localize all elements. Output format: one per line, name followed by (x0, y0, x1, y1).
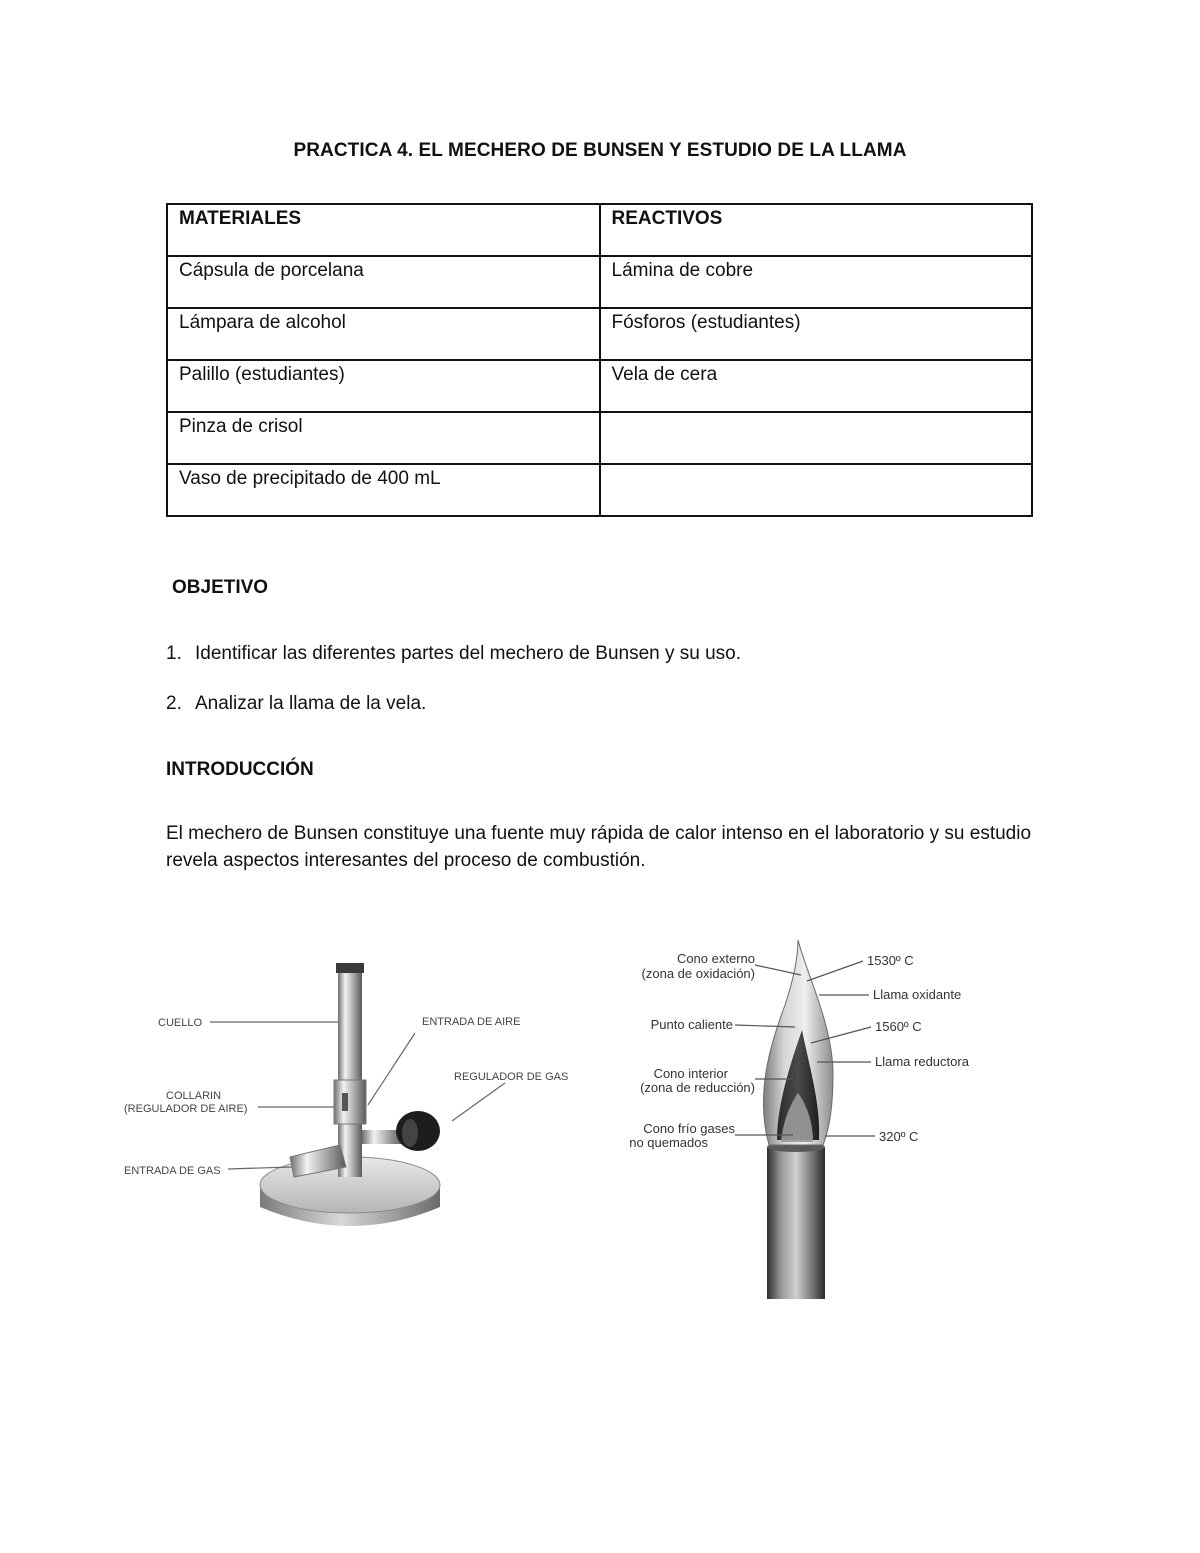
label-cono-interior: Cono interior (653, 1066, 728, 1081)
label-1560: 1560º C (875, 1019, 922, 1034)
header-materiales: MATERIALES (167, 204, 600, 256)
list-text: Identificar las diferentes partes del mechero de Bunsen y su uso. (195, 643, 742, 664)
table-cell: Palillo (estudiantes) (167, 360, 600, 412)
label-320: 320º C (879, 1129, 919, 1144)
label-entrada-gas: ENTRADA DE GAS (124, 1165, 221, 1177)
label-llama-reductora: Llama reductora (875, 1054, 969, 1069)
table-row (167, 360, 1032, 412)
burner-collar (334, 1080, 366, 1124)
table-cell: Vela de cera (600, 360, 1033, 412)
table-cell: Lámina de cobre (600, 256, 1033, 308)
table-row (167, 308, 1032, 360)
table-row (167, 256, 1032, 308)
leader-entrada-aire (368, 1033, 415, 1105)
burner-top-ring (336, 963, 364, 973)
label-regulador-gas: REGULADOR DE GAS (454, 1071, 569, 1083)
table-cell: Vaso de precipitado de 400 mL (167, 464, 600, 516)
materials-table (166, 203, 1033, 517)
list-item (166, 643, 741, 665)
burner-barrel (767, 1147, 825, 1299)
table-cell: Fósforos (estudiantes) (600, 308, 1033, 360)
gas-regulator-stem (362, 1130, 402, 1144)
bunsen-burner-figure (110, 945, 590, 1275)
table-row (167, 464, 1032, 516)
label-cuello: CUELLO (158, 1017, 203, 1029)
page-title: PRACTICA 4. EL MECHERO DE BUNSEN Y ESTUDIO DE LA LLAMA (293, 140, 907, 161)
burner-tube (338, 967, 362, 1177)
intro-heading: INTRODUCCIÓN (166, 759, 314, 780)
list-number: 2. (166, 693, 182, 714)
table-cell: Cápsula de porcelana (167, 256, 600, 308)
table-cell: Lámpara de alcohol (167, 308, 600, 360)
label-cono-frio-sub: no quemados (629, 1135, 708, 1150)
table-row (167, 412, 1032, 464)
label-cono-interior-sub: (zona de reducción) (640, 1080, 755, 1095)
label-1530: 1530º C (867, 953, 914, 968)
table-cell: Pinza de crisol (167, 412, 600, 464)
label-collarin-sub: (REGULADOR DE AIRE) (124, 1103, 248, 1115)
leader-1530 (807, 961, 863, 981)
list-number: 1. (166, 643, 182, 664)
label-entrada-aire: ENTRADA DE AIRE (422, 1016, 521, 1028)
list-text: Analizar la llama de la vela. (195, 693, 427, 714)
objective-heading: OBJETIVO (172, 577, 269, 598)
header-reactivos: REACTIVOS (600, 204, 1033, 256)
list-item (166, 693, 426, 715)
table-cell (600, 412, 1033, 464)
intro-paragraph: El mechero de Bunsen constituye una fuente muy rápida de calor intenso en el laboratorio y su estudio revela aspectos interesantes del proceso de combustión. (166, 823, 1032, 871)
label-llama-oxidante: Llama oxidante (873, 987, 962, 1002)
table-cell (600, 464, 1033, 516)
flame-figure (595, 935, 995, 1305)
table-header-row (167, 204, 1032, 256)
leader-regulador-gas (452, 1083, 505, 1121)
label-punto-caliente: Punto caliente (650, 1017, 733, 1032)
label-cono-externo: Cono externo (676, 951, 755, 966)
label-cono-externo-sub: (zona de oxidación) (641, 966, 755, 981)
label-cono-frio: Cono frío gases (643, 1121, 735, 1136)
label-collarin: COLLARIN (166, 1090, 222, 1102)
